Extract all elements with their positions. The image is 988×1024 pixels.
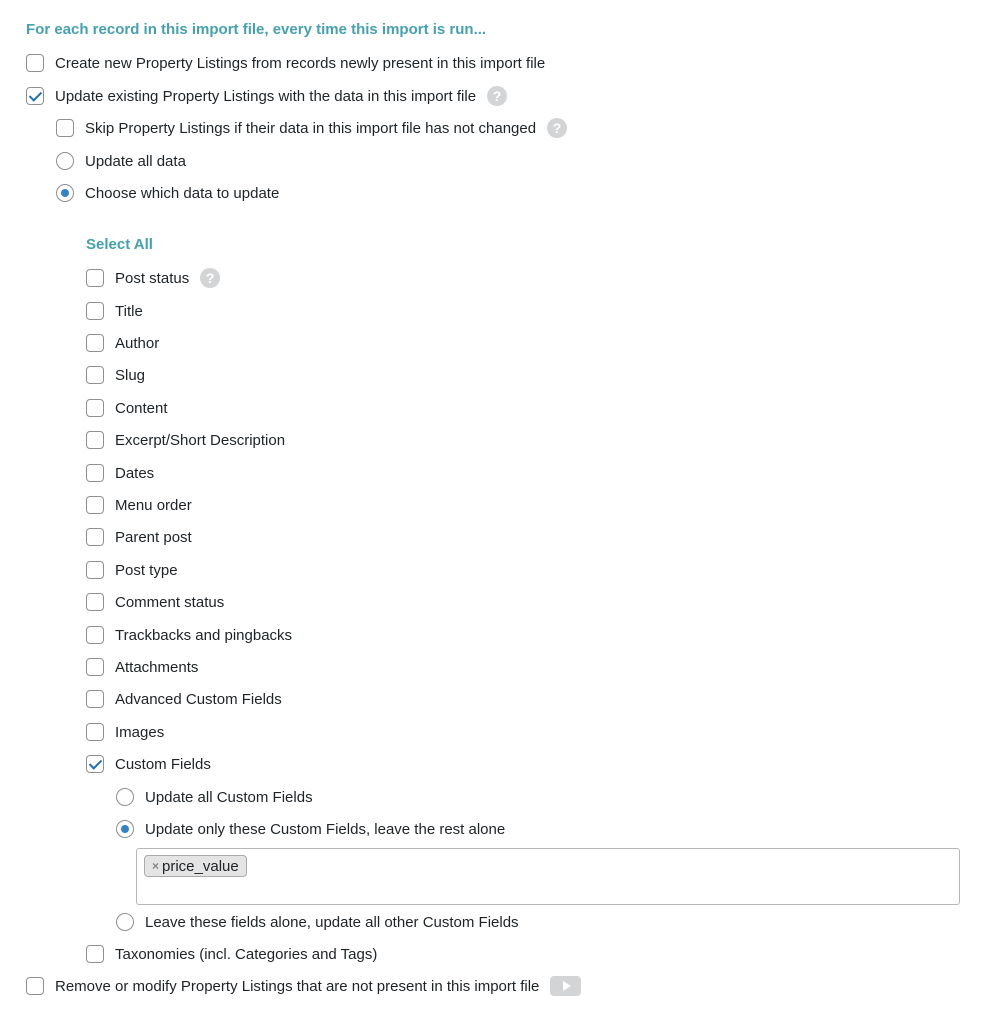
field-acf[interactable] — [86, 688, 282, 710]
cf-update-all-radio[interactable] — [116, 788, 134, 806]
field-checkbox[interactable] — [86, 334, 104, 352]
field-label: Trackbacks and pingbacks — [115, 626, 293, 644]
skip-unchanged-option[interactable] — [56, 117, 567, 139]
help-icon[interactable]: ? — [200, 268, 220, 288]
field-label: Post type — [115, 561, 178, 579]
choose-data-radio[interactable] — [56, 184, 74, 202]
field-parent-post[interactable] — [86, 526, 192, 548]
create-new-option[interactable] — [26, 52, 545, 74]
field-excerpt[interactable] — [86, 429, 285, 451]
choose-data-label: Choose which data to update — [85, 184, 280, 202]
cf-update-only-option[interactable] — [116, 818, 505, 840]
field-label: Custom Fields — [115, 755, 211, 773]
field-content[interactable] — [86, 397, 168, 419]
field-checkbox[interactable] — [86, 690, 104, 708]
cf-update-only-radio[interactable] — [116, 820, 134, 838]
field-label: Taxonomies (incl. Categories and Tags) — [115, 945, 378, 963]
field-label: Advanced Custom Fields — [115, 690, 282, 708]
field-menu-order[interactable] — [86, 494, 192, 516]
update-existing-label: Update existing Property Listings with the data in this import file — [55, 87, 477, 105]
update-existing-option[interactable] — [26, 85, 507, 107]
tag-remove-icon[interactable]: × — [152, 859, 160, 873]
field-label: Attachments — [115, 658, 199, 676]
field-checkbox[interactable] — [86, 464, 104, 482]
field-label: Slug — [115, 366, 146, 384]
field-checkbox[interactable] — [86, 399, 104, 417]
field-dates[interactable] — [86, 462, 154, 484]
field-checkbox[interactable] — [86, 626, 104, 644]
field-custom-fields[interactable] — [86, 753, 211, 775]
cf-update-all-label: Update all Custom Fields — [145, 788, 313, 806]
custom-fields-tag-input[interactable] — [136, 848, 960, 905]
field-checkbox[interactable] — [86, 755, 104, 773]
field-label: Comment status — [115, 593, 225, 611]
field-checkbox[interactable] — [86, 945, 104, 963]
remove-missing-label: Remove or modify Property Listings that are not present in this import file — [55, 977, 540, 995]
update-existing-checkbox[interactable] — [26, 87, 44, 105]
field-checkbox[interactable] — [86, 723, 104, 741]
skip-unchanged-label: Skip Property Listings if their data in this import file has not changed — [85, 119, 537, 137]
skip-unchanged-checkbox[interactable] — [56, 119, 74, 137]
remove-missing-checkbox[interactable] — [26, 977, 44, 995]
field-label: Post status — [115, 269, 190, 287]
field-checkbox[interactable] — [86, 269, 104, 287]
help-icon[interactable]: ? — [547, 118, 567, 138]
field-checkbox[interactable] — [86, 593, 104, 611]
choose-data-option[interactable] — [56, 182, 279, 204]
field-label: Author — [115, 334, 160, 352]
field-comment-status[interactable] — [86, 591, 224, 613]
play-video-icon[interactable] — [550, 976, 581, 996]
field-checkbox[interactable] — [86, 561, 104, 579]
cf-leave-these-radio[interactable] — [116, 913, 134, 931]
tag-label: price_value — [162, 857, 239, 875]
field-checkbox[interactable] — [86, 528, 104, 546]
cf-update-only-label: Update only these Custom Fields, leave the rest alone — [145, 820, 506, 838]
field-attachments[interactable] — [86, 656, 198, 678]
help-icon[interactable]: ? — [487, 86, 507, 106]
update-all-data-label: Update all data — [85, 152, 186, 170]
update-all-data-option[interactable] — [56, 150, 186, 172]
field-checkbox[interactable] — [86, 658, 104, 676]
field-checkbox[interactable] — [86, 496, 104, 514]
field-label: Menu order — [115, 496, 192, 514]
remove-missing-option[interactable] — [26, 975, 581, 997]
field-label: Parent post — [115, 528, 192, 546]
field-checkbox[interactable] — [86, 366, 104, 384]
field-label: Title — [115, 302, 143, 320]
field-post-type[interactable] — [86, 559, 178, 581]
cf-update-all-option[interactable] — [116, 786, 313, 808]
select-all-link[interactable]: Select All — [86, 236, 153, 253]
cf-leave-these-option[interactable] — [116, 911, 519, 933]
field-label: Images — [115, 723, 165, 741]
section-heading: For each record in this import file, every time this import is run... — [26, 21, 487, 38]
field-label: Dates — [115, 464, 155, 482]
create-new-checkbox[interactable] — [26, 54, 44, 72]
field-post-status[interactable] — [86, 267, 220, 289]
field-checkbox[interactable] — [86, 302, 104, 320]
cf-leave-these-label: Leave these fields alone, update all other Custom Fields — [145, 913, 519, 931]
field-slug[interactable] — [86, 364, 145, 386]
field-author[interactable] — [86, 332, 159, 354]
update-all-data-radio[interactable] — [56, 152, 74, 170]
field-label: Content — [115, 399, 168, 417]
field-taxonomies[interactable] — [86, 943, 377, 965]
field-checkbox[interactable] — [86, 431, 104, 449]
field-title[interactable] — [86, 300, 143, 322]
field-trackbacks[interactable] — [86, 624, 292, 646]
tag-chip — [144, 855, 247, 877]
field-label: Excerpt/Short Description — [115, 431, 286, 449]
field-images[interactable] — [86, 721, 164, 743]
create-new-label: Create new Property Listings from records newly present in this import file — [55, 54, 546, 72]
